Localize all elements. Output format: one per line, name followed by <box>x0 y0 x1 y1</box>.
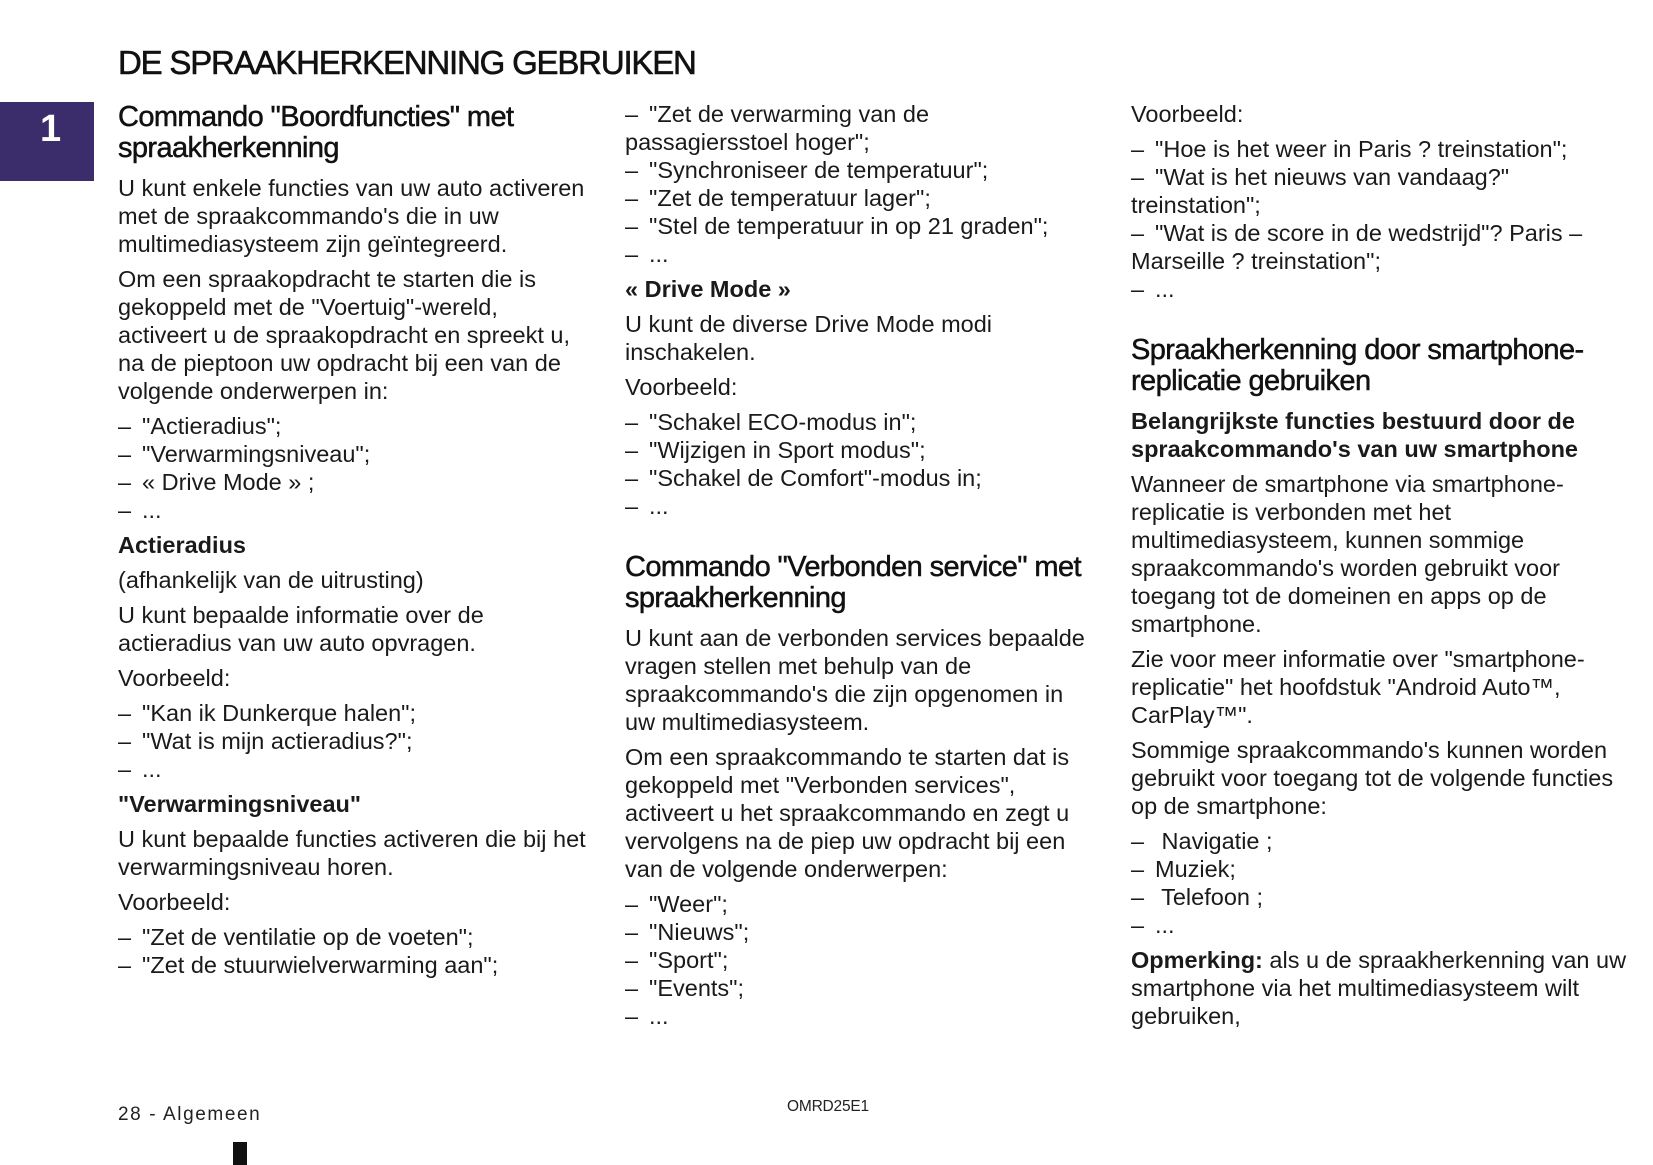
column-2 <box>625 100 1085 1037</box>
list-item: – "Verwarmingsniveau"; <box>118 441 371 467</box>
list-item: – "Zet de ventilatie op de voeten"; <box>118 924 474 950</box>
list-item: – "Schakel de Comfort"-modus in; <box>625 465 982 491</box>
topic-list <box>625 890 1085 1030</box>
example-list <box>1131 135 1631 303</box>
paragraph: Om een spraakopdracht te starten die is gekoppeld met de "Voertuig"-wereld, activeert u de spraakopdracht en spreekt u, na de pieptoon uw opdracht bij een van de volgende onderwerpen in: <box>118 266 570 404</box>
paragraph: U kunt de diverse Drive Mode modi inschakelen. <box>625 311 993 365</box>
function-list <box>1131 827 1631 939</box>
list-item: – Muziek; <box>1131 856 1236 882</box>
example-list-continued <box>625 100 1085 268</box>
list-item: – ... <box>118 756 162 782</box>
example-label: Voorbeeld: <box>118 889 231 915</box>
list-item: – "Zet de stuurwielverwarming aan"; <box>118 952 499 978</box>
list-item: – « Drive Mode » ; <box>118 469 315 495</box>
section-heading-verbonden-service: Commando "Verbonden service" met spraakherkenning <box>625 551 1081 614</box>
page-footer-label: 28 - Algemeen <box>118 1104 262 1125</box>
section-heading-smartphone-replicatie: Spraakherkenning door smartphone-replicatie gebruiken <box>1131 334 1584 397</box>
paragraph: Om een spraakcommando te starten dat is gekoppeld met "Verbonden services", activeert u het spraakcommando en zegt u vervolgens na de piep uw opdracht bij een van de volgende onderwerpen: <box>625 744 1070 882</box>
paragraph: Wanneer de smartphone via smartphone-replicatie is verbonden met het multimediasysteem, kunnen sommige spraakcommando's worden gebruikt voor toegang tot de domeinen en apps op de smartphone. <box>1131 471 1564 637</box>
list-item: – ... <box>625 1003 669 1029</box>
chapter-number: 1 <box>40 108 62 150</box>
list-item: – "Kan ik Dunkerque halen"; <box>118 700 417 726</box>
column-3 <box>1131 100 1631 1037</box>
list-item: – ... <box>625 493 669 519</box>
example-list <box>118 923 588 979</box>
list-item: – "Schakel ECO-modus in"; <box>625 409 917 435</box>
paragraph: U kunt bepaalde informatie over de actieradius van uw auto opvragen. <box>118 602 484 656</box>
list-item: – "Synchroniseer de temperatuur"; <box>625 157 989 183</box>
note-paragraph <box>1131 946 1631 1030</box>
list-item: – "Nieuws"; <box>625 919 750 945</box>
example-label: Voorbeeld: <box>118 665 231 691</box>
list-item: – "Hoe is het weer in Paris ? treinstation"; <box>1131 136 1568 162</box>
chapter-tab <box>0 102 94 181</box>
example-list <box>625 408 1085 520</box>
list-item: – "Wijzigen in Sport modus"; <box>625 437 926 463</box>
list-item: – Navigatie ; <box>1131 828 1273 854</box>
list-item: – "Sport"; <box>625 947 729 973</box>
section-heading-boordfuncties: Commando "Boordfuncties" met spraakherkenning <box>118 101 514 164</box>
list-item: – "Weer"; <box>625 891 728 917</box>
list-item: – ... <box>118 497 162 523</box>
example-label: Voorbeeld: <box>1131 101 1244 127</box>
note-text: als u de spraakherkenning van uw smartphone via het multimediasysteem wilt gebruiken, <box>1131 947 1627 1029</box>
list-item: – "Zet de temperatuur lager"; <box>625 185 931 211</box>
subsection-title-smartphone: Belangrijkste functies bestuurd door de spraakcommando's van uw smartphone <box>1131 408 1578 462</box>
document-reference: OMRD25E1 <box>787 1098 869 1115</box>
crop-mark <box>233 1142 247 1165</box>
note-label: Opmerking: <box>1131 947 1263 973</box>
example-label: Voorbeeld: <box>625 374 738 400</box>
list-item: – Telefoon ; <box>1131 884 1264 910</box>
list-item: – "Actieradius"; <box>118 413 282 439</box>
list-item: – ... <box>1131 276 1175 302</box>
paragraph: Zie voor meer informatie over "smartphone-replicatie" het hoofdstuk "Android Auto™, CarPlay™". <box>1131 646 1585 728</box>
subsection-title-actieradius: Actieradius <box>118 532 246 558</box>
list-item: – ... <box>625 241 669 267</box>
paragraph: U kunt bepaalde functies activeren die bij het verwarmingsniveau horen. <box>118 826 586 880</box>
subsection-title-drive-mode: « Drive Mode » <box>625 276 791 302</box>
list-item: – "Stel de temperatuur in op 21 graden"; <box>625 213 1049 239</box>
equipment-note: (afhankelijk van de uitrusting) <box>118 567 424 593</box>
page-title: DE SPRAAKHERKENNING GEBRUIKEN <box>118 44 696 81</box>
list-item: – "Wat is mijn actieradius?"; <box>118 728 413 754</box>
paragraph: Sommige spraakcommando's kunnen worden gebruikt voor toegang tot de volgende functies op de smartphone: <box>1131 737 1614 819</box>
topic-list <box>118 412 588 524</box>
subsection-title-verwarming: "Verwarmingsniveau" <box>118 791 362 817</box>
paragraph: U kunt enkele functies van uw auto activeren met de spraakcommando's die in uw multimediasysteem zijn geïntegreerd. <box>118 175 585 257</box>
column-1 <box>118 100 588 986</box>
list-item: – ... <box>1131 912 1175 938</box>
list-item: – "Wat is de score in de wedstrijd"? Paris – Marseille ? treinstation"; <box>1131 220 1583 274</box>
example-list <box>118 699 588 783</box>
paragraph: U kunt aan de verbonden services bepaalde vragen stellen met behulp van de spraakcommando's die zijn opgenomen in uw multimediasysteem. <box>625 625 1085 735</box>
list-item: – "Wat is het nieuws van vandaag?" treinstation"; <box>1131 164 1510 218</box>
list-item: – "Events"; <box>625 975 745 1001</box>
list-item: – "Zet de verwarming van de passagiersstoel hoger"; <box>625 101 930 155</box>
